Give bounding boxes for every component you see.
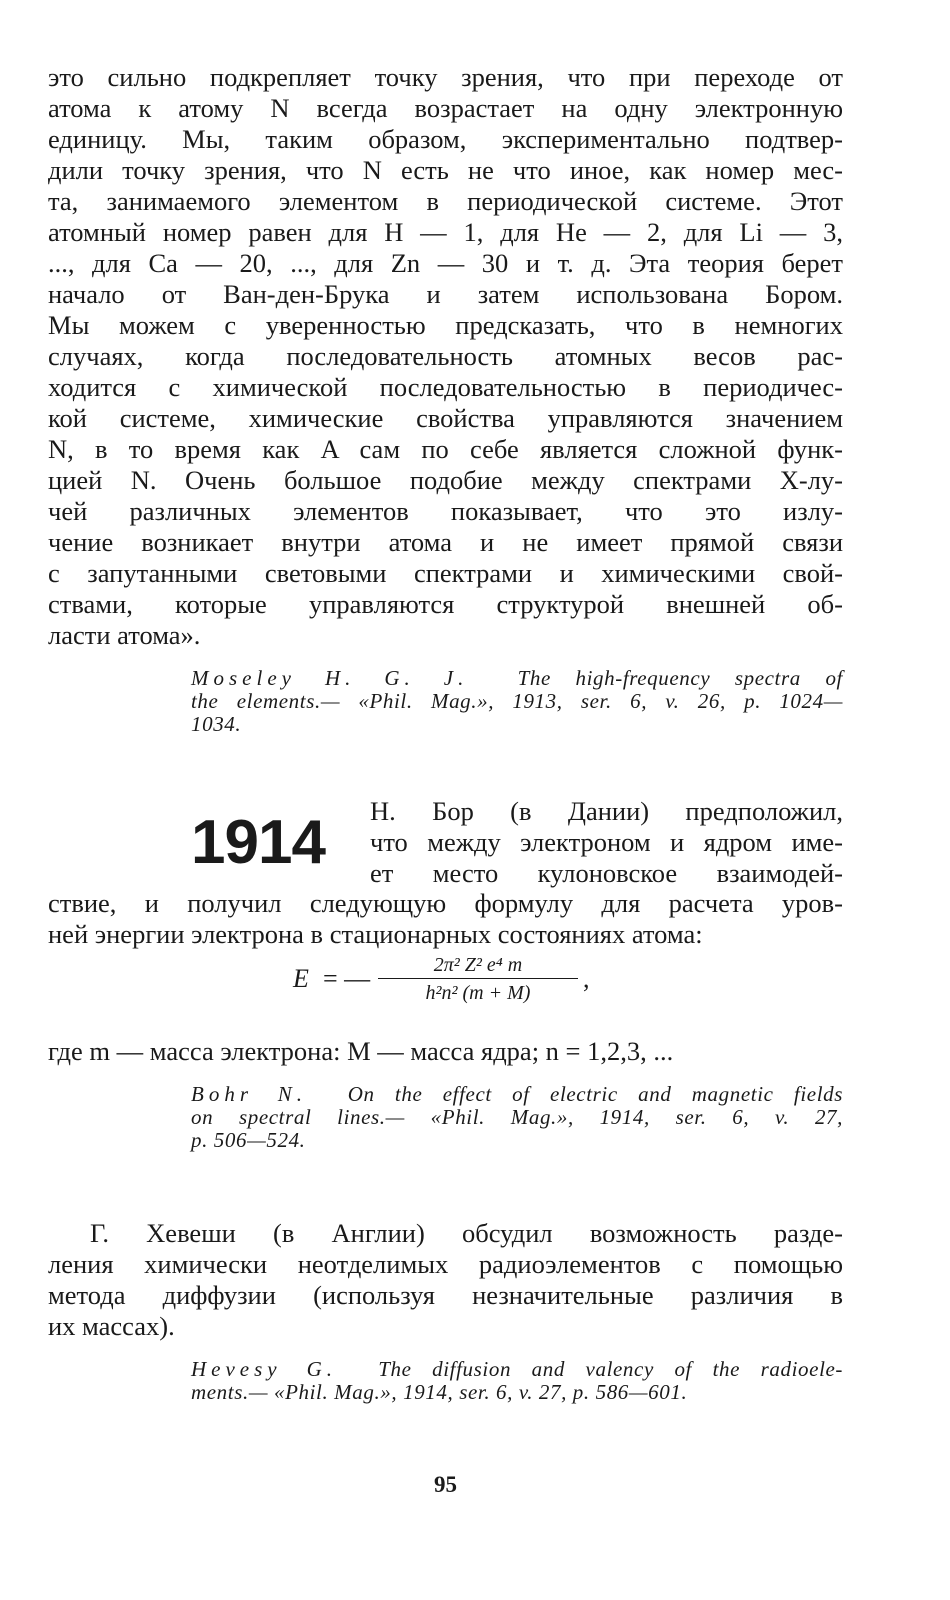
text-line: Мы можем с уверенностью предсказать, что в немногих — [48, 310, 843, 340]
citation-line — [191, 667, 843, 690]
citation-line — [191, 1083, 843, 1106]
text-line: ..., для Ca — 20, ..., для Zn — 30 и т. д. Эта теория берет — [48, 248, 843, 278]
text-line: Г. Хевеши (в Англии) обсудил возможность разде- — [90, 1218, 843, 1248]
citation-text: The diffusion and valency of the radioele- — [378, 1357, 844, 1381]
text-line: атома к атому N всегда возрастает на одну электронную — [48, 93, 843, 123]
text-line: начало от Ван-ден-Брука и затем использована Бором. — [48, 279, 843, 309]
text-line: ствие, и получил следующую формулу для расчета уров- — [48, 888, 843, 918]
formula-denominator: h²n² (m + M) — [425, 982, 531, 1004]
year-heading: 1914 — [191, 808, 325, 877]
text-line: дили точку зрения, что N есть не что иное, как номер мес- — [48, 155, 843, 185]
text-line: цией N. Очень большое подобие между спектрами X-лу- — [48, 465, 843, 495]
text-line: чение возникает внутри атома и не имеет прямой связи — [48, 527, 843, 557]
formula-fraction — [378, 952, 578, 1007]
bohr-energy-formula — [48, 952, 843, 1022]
citation-line: 1034. — [191, 712, 242, 736]
citation-author: Hevesy G. — [191, 1357, 338, 1381]
text-line: чей различных элементов показывает, что это излу- — [48, 496, 843, 526]
page-number: 95 — [434, 1472, 457, 1497]
text-line: что между электроном и ядром име- — [370, 827, 843, 857]
text-line: единицу. Мы, таким образом, экспериментально подтвер- — [48, 124, 843, 154]
citation-author: Moseley H. G. J. — [191, 666, 469, 690]
formula-lhs: E — [293, 964, 309, 993]
formula-comma: , — [583, 964, 590, 993]
year-section-1914 — [48, 796, 843, 888]
citation-text: The high-frequency spectra of — [517, 666, 843, 690]
text-line: ходится с химической последовательностью в периодичес- — [48, 372, 843, 402]
citation-author: Bohr N. — [191, 1082, 308, 1106]
text-line: ствами, которые управляются структурой внешней об- — [48, 589, 843, 619]
text-line: ет место кулоновское взаимодей- — [370, 858, 843, 888]
text-line: ней энергии электрона в стационарных состояниях атома: — [48, 919, 703, 949]
text-line: случаях, когда последовательность атомных весов рас- — [48, 341, 843, 371]
text-line: ления химически неотделимых радиоэлементов с помощью — [48, 1249, 843, 1279]
formula-numerator: 2π² Z² e⁴ m — [378, 952, 578, 979]
text-line: с запутанными световыми спектрами и химическими свой- — [48, 558, 843, 588]
citation-bohr — [191, 1083, 843, 1152]
text-line: кой системе, химические свойства управляются значением — [48, 403, 843, 433]
formula-explanation — [48, 1036, 843, 1067]
text-line: атомный номер равен для H — 1, для He — 2, для Li — 3, — [48, 217, 843, 247]
citation-moseley — [191, 667, 843, 736]
text-line: метода диффузии (используя незначительные различия в — [48, 1280, 843, 1310]
paragraph-hevesy — [48, 1218, 843, 1342]
text-line: Н. Бор (в Дании) предположил, — [370, 796, 843, 826]
citation-line: on spectral lines.— «Phil. Mag.», 1914, ser. 6, v. 27, — [191, 1105, 843, 1129]
text-line: где m — масса электрона: M — масса ядра; n = 1,2,3, ... — [48, 1036, 674, 1066]
book-page — [48, 62, 844, 1497]
paragraph-moseley-quote — [48, 62, 843, 651]
citation-line: p. 506—524. — [191, 1128, 306, 1152]
text-line: это сильно подкрепляет точку зрения, что при переходе от — [48, 62, 843, 92]
citation-line: ments.— «Phil. Mag.», 1914, ser. 6, v. 27, p. 586—601. — [191, 1380, 688, 1404]
formula-equals: = — — [323, 964, 371, 993]
paragraph-bohr — [48, 888, 843, 950]
year-intro-text — [370, 796, 843, 889]
citation-line: the elements.— «Phil. Mag.», 1913, ser. 6, v. 26, p. 1024— — [191, 689, 843, 713]
text-line: та, занимаемого элементом в периодической системе. Этот — [48, 186, 843, 216]
text-line: N, в то время как A сам по себе является сложной функ- — [48, 434, 843, 464]
citation-hevesy — [191, 1358, 843, 1404]
text-line: ласти атома». — [48, 620, 201, 650]
citation-text: On the effect of electric and magnetic fields — [347, 1082, 843, 1106]
citation-line — [191, 1358, 843, 1381]
text-line: их массах). — [48, 1311, 175, 1341]
